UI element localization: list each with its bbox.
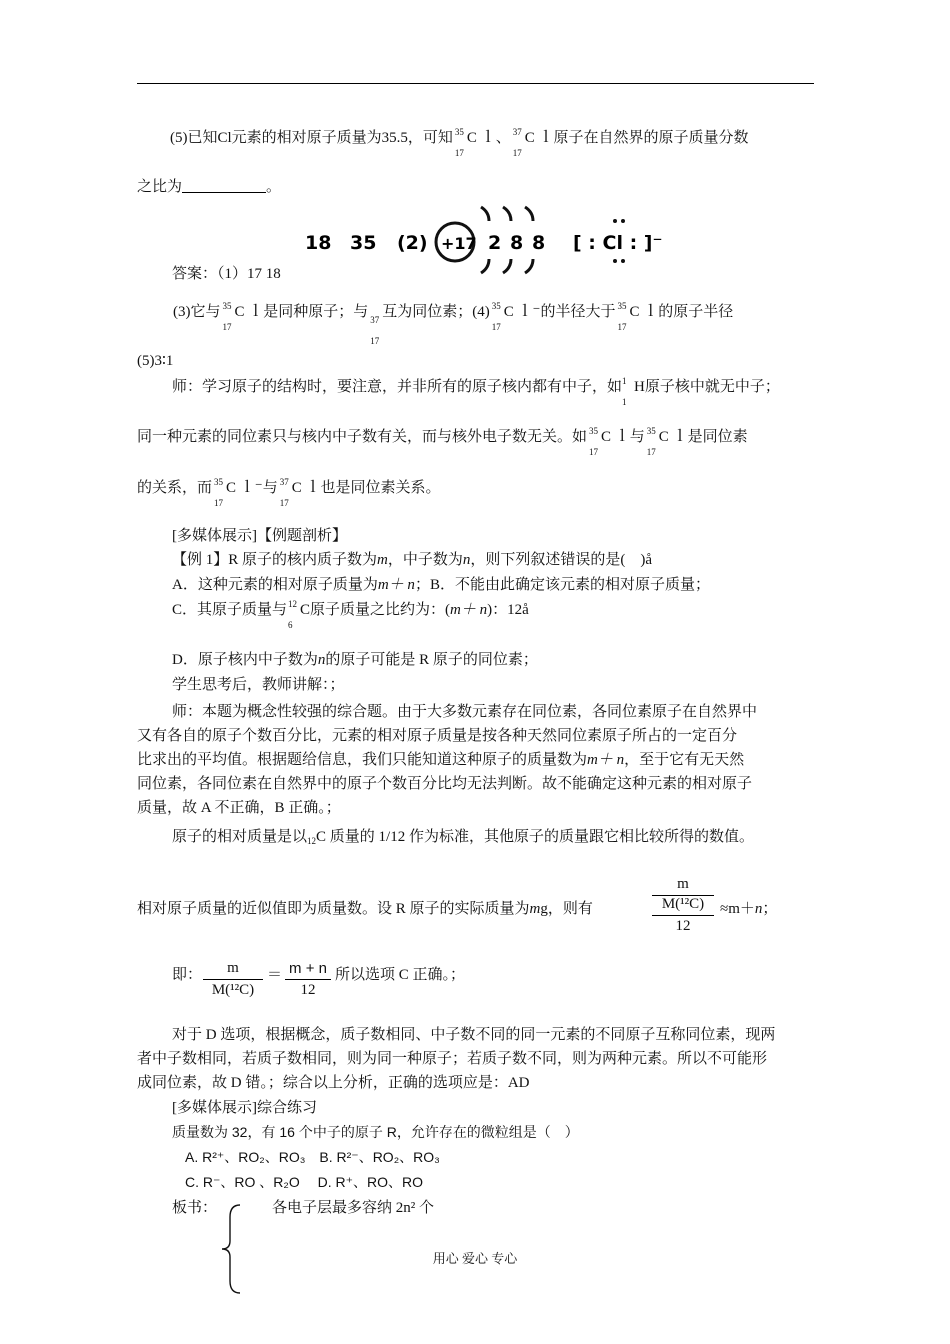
figure-mass-number: 18 [305,232,332,254]
header-rule [137,83,814,84]
shell-2: 8 [510,232,524,254]
figure-shell-prefix: (2) [397,232,428,254]
figure-number2: 35 [350,232,377,254]
para1-line5: 质量，故 A 不正确，B 正确。； [137,800,341,816]
para3: 相对原子质量的近似值即为质量数。设 R 原子的实际质量为mg，则有 [137,901,593,917]
chloride-ion-formula: [ : Cl : ]⁻ [573,232,663,254]
teacher-line1: 师：学习原子的结构时，要注意，并非所有的原子核内都有中子，如 1 1 H原子核中就无中子； [172,376,780,407]
q5-line1: (5)已知Cl元素的相对原子质量为35.5，可知 35 17 C ｌ、 37 17 C ｌ原子在自然界的原子质量分数 [170,127,749,158]
atom-structure-figure [305,197,685,282]
teacher-line3: 的关系，而 35 17 C ｌ⁻与 37 17 C ｌ也是同位素关系。 [137,477,441,508]
option-d: D．原子核内中子数为n的原子可能是 R 原子的同位素； [172,652,538,668]
board-text: 各电子层最多容纳 2n² 个 [272,1200,434,1216]
para4-line2: 者中子数相同，若质子数相同，则为同一种原子；若质子数不同，则为两种元素。所以不可能形 [137,1051,768,1067]
answer-3-4: (3)它与 35 17 C ｌ是同种原子；与 37 17 互为同位素；(4) 35 17 C ｌ⁻的半径大于 35 17 C ｌ的原子半径 [173,301,734,346]
option-c: C．其原子质量与 12 6 C原子质量之比约为：(m＋ n)：12å [172,599,529,630]
para2: 原子的相对质量是以$_{12}$C 质量的 1/12 作为标准，其他原子的质量跟它相比较所得的数值。 [172,829,754,846]
nuclide-cl37: 37 17 C ｌ [512,127,554,158]
page-footer: 用心 爱心 专心 [432,1251,518,1266]
answer-line: 答案：（1）17 18 [172,266,281,282]
media-heading-1: [多媒体展示]【例题剖析】 [172,528,347,544]
practice-question: 质量数为 32，有 16 个中子的原子 R，允许存在的微粒组是（ ） [172,1124,579,1140]
equation-fraction-right: $\frac{m + n}{12}$ [285,960,331,999]
media-heading-2: [多媒体展示]综合练习 [172,1100,317,1116]
option-a-b: A．这种元素的相对原子质量为m＋ n；B．不能由此确定该元素的相对原子质量； [172,577,710,593]
para1-line3: 比求出的平均值。根据题给信息，我们只能知道这种原子的质量数为m＋ n，至于它有无天然 [137,752,745,768]
shell-3: 8 [532,232,546,254]
equation-label: 即： [172,967,203,983]
para1-line1: 师：本题为概念性较强的综合题。由于大多数元素存在同位素，各同位素原子在自然界中 [172,704,758,720]
para4-line3: 成同位素，故 D 错。；综合以上分析，正确的选项应是：AD [137,1075,530,1091]
para1-line4: 同位素，各同位素在自然界中的原子个数百分比均无法判断。故不能确定这种元素的相对原子 [137,776,753,792]
choices-a-b: A. R²⁺、RO₂、RO₃ B. R²⁻、RO₂、RO₃ [185,1149,440,1165]
para4-line1: 对于 D 选项，根据概念，质子数相同、中子数不同的同一元素的不同原子互称同位素，现两 [172,1027,776,1043]
q5-line2: 之比为 。 [137,179,282,195]
nuclide-cl35: 35 17 C ｌ [454,127,496,158]
teacher-line2: 同一种元素的同位素只与核内中子数有关，而与核外电子数无关。如 35 17 C ｌ与 35 17 C ｌ是同位素 [137,426,748,457]
example-1: 【例 1】R 原子的核内质子数为m，中子数为n，则下列叙述错误的是( )å [172,552,653,568]
para3-tail: ≈m＋n； [720,901,778,917]
para1-line2: 又有各自的原子个数百分比，元素的相对原子质量是按各种天然同位素原子所占的一定百分 [137,728,738,744]
answer-5: (5)3∶1 [137,353,174,369]
student-thinking: 学生思考后，教师讲解：； [172,677,345,693]
fraction-relative-mass: m M(¹²C) 12 [652,876,714,935]
equation-tail: 所以选项 C 正确。； [335,967,466,983]
equation-fraction-left: $\frac{m}{\text{M(¹²C)}}$ [203,960,263,999]
shell-1: 2 [488,232,502,254]
answer-blank[interactable] [182,178,266,193]
equals-sign: ＝ [267,967,283,983]
choices-c-d: C. R⁻、RO 、R₂O D. R⁺、RO、RO [185,1174,423,1190]
board-label: 板书： [172,1200,218,1216]
nucleus-charge: +17 [441,234,477,253]
